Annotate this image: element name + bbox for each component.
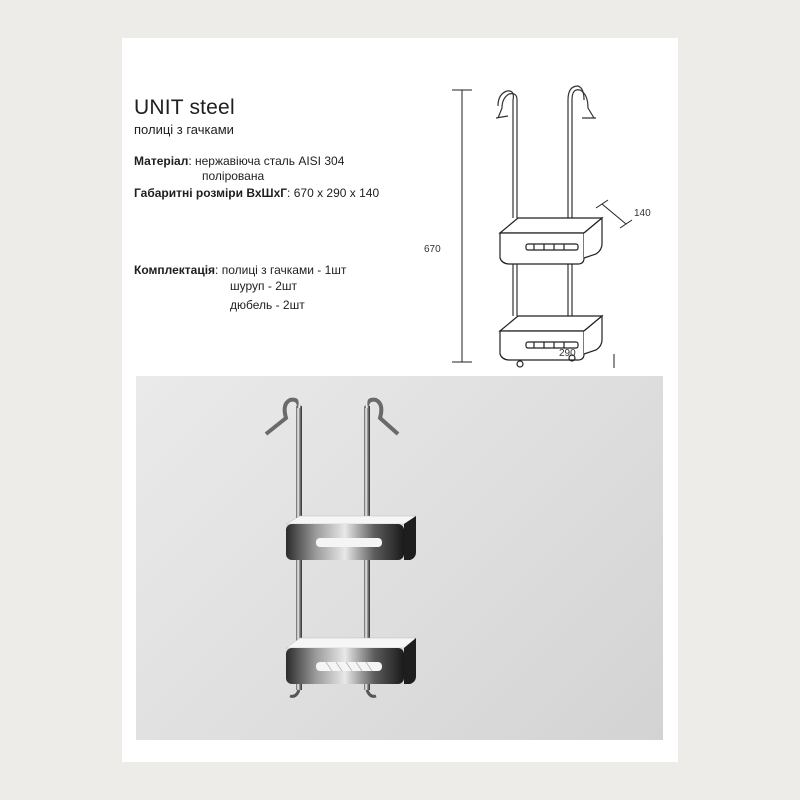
upper-shelf [500, 218, 602, 264]
material-value: : нержавіюча сталь AISI 304 [188, 154, 345, 168]
kit-item-2: шуруп - 2шт [230, 279, 297, 293]
width-label: 290 [559, 348, 576, 359]
product-subtitle: полиці з гачками [134, 122, 234, 137]
product-photo [136, 376, 663, 740]
kit-item-3: дюбель - 2шт [230, 298, 305, 312]
dimensions-label: Габаритні розміри ВхШхГ [134, 186, 288, 200]
product-sheet [122, 38, 678, 762]
rack-photo-illustration [136, 376, 663, 740]
material-row [134, 154, 344, 169]
material-label: Матеріал [134, 154, 189, 168]
kit-label: Комплектація [134, 263, 216, 277]
product-title: UNIT steel [134, 96, 235, 119]
lower-shelf [500, 316, 602, 367]
dimensions-row [134, 186, 379, 201]
depth-label: 140 [634, 208, 651, 219]
dimensions-value: : 670 х 290 х 140 [287, 186, 380, 200]
height-dimension [452, 90, 472, 362]
kit-item-1: : полиці з гачками - 1шт [215, 263, 347, 277]
rack-outline [496, 86, 596, 316]
height-label: 670 [424, 244, 441, 255]
kit-row [134, 263, 346, 278]
material-finish: полірована [202, 169, 265, 183]
technical-drawing [422, 78, 662, 368]
